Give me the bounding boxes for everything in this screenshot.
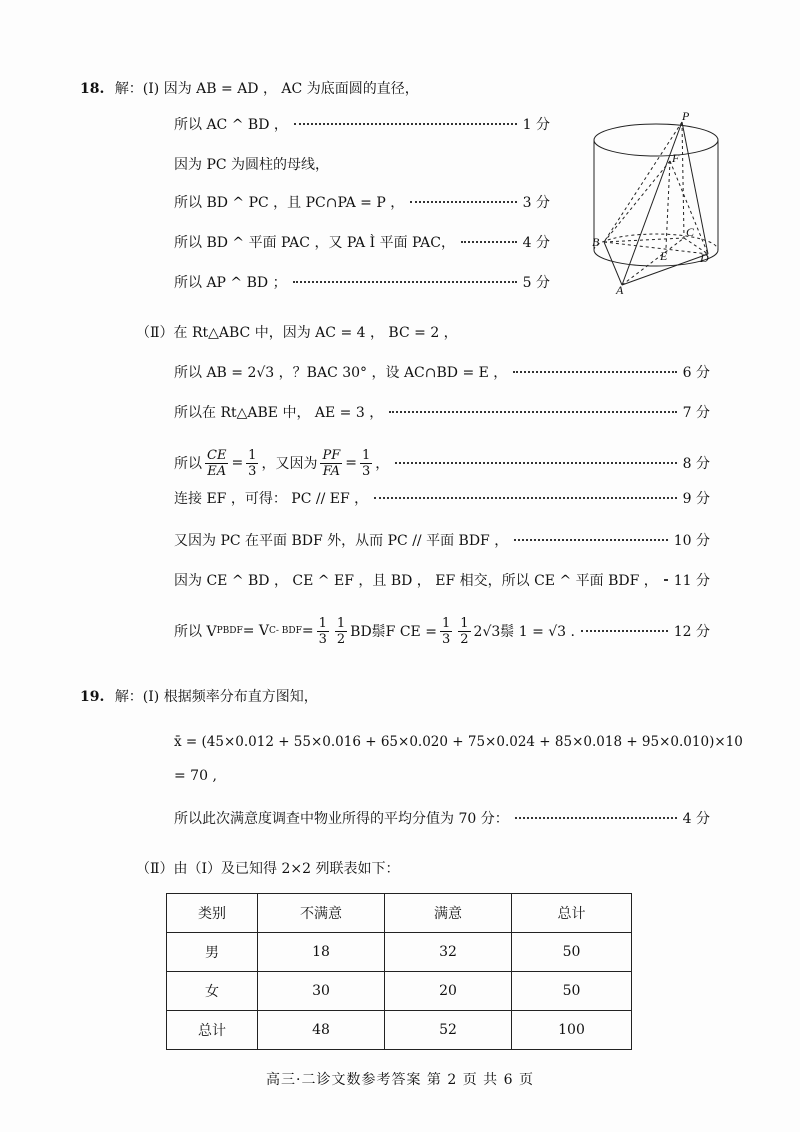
q18-line-7: 所以在 Rt△ABE 中， AE = 3 ， 7 分 bbox=[174, 405, 710, 421]
table-cell: 48 bbox=[258, 1011, 385, 1050]
q18-head: 解：(Ⅰ) 因为 AB = AD ， AC 为底面圆的直径， bbox=[114, 81, 419, 97]
table-row bbox=[167, 1011, 632, 1050]
table-cell: 52 bbox=[385, 1011, 512, 1050]
q18-line-4: 所以 BD ^ 平面 PAC ，又 PA Ì 平面 PAC， 4 分 bbox=[174, 235, 550, 251]
label-C: C bbox=[686, 225, 695, 239]
q18-line-5: 所以 AP ^ BD ； 5 分 bbox=[174, 275, 550, 291]
label-D: D bbox=[700, 251, 709, 265]
table-header-cell: 满意 bbox=[385, 894, 512, 933]
q18-line-11: 因为 CE ^ BD ， CE ^ EF ，且 BD ， EF 相交，所以 CE ^ 平面 BDF ， 11 分 bbox=[174, 573, 710, 589]
q19-result: = 70 , bbox=[174, 768, 217, 784]
q19-formula: x̄ = (45×0.012 + 55×0.016 + 65×0.020 + 75×0.024 + 85×0.018 + 95×0.010)×10 bbox=[174, 734, 743, 750]
edge-FB bbox=[604, 161, 670, 242]
q18-line-8: 所以 $\frac{CE}{EA}$ = $\frac{1}{3}$ ，又因为 $\frac{PF}{FA}$ = $\frac{1}{3}$ ， 8 分 bbox=[174, 447, 710, 479]
q18-line-6: 所以 AB = 2√3 ，？BAC 30° ，设 AC∩BD = E ， 6 分 bbox=[174, 365, 710, 381]
edge-PB bbox=[604, 122, 682, 242]
contingency-table bbox=[166, 893, 632, 1050]
table-header-cell: 总计 bbox=[512, 894, 632, 933]
edge-FD bbox=[670, 161, 708, 254]
q19-header bbox=[80, 686, 318, 706]
page-footer: 高三·二诊文数参考答案 第 2 页 共 6 页 bbox=[266, 1072, 534, 1088]
table-cell: 18 bbox=[258, 933, 385, 972]
label-F: F bbox=[672, 151, 680, 165]
edge-BC bbox=[604, 238, 684, 242]
edge-PA bbox=[622, 122, 682, 285]
q18-line-1: 所以 AC ^ BD ， 1 分 bbox=[174, 117, 550, 133]
table-cell: 32 bbox=[385, 933, 512, 972]
cylinder-figure bbox=[586, 110, 726, 295]
edge-PC bbox=[682, 122, 684, 238]
label-E: E bbox=[660, 249, 668, 263]
cylinder-top-ellipse bbox=[594, 124, 718, 156]
q18-line-12: 所以 V PBDF = V C- BDF = $\frac{1}{3}$ $\frac{1}{2}$ BD鬃F CE = $\frac{1}{3}$ $\frac{1}{2}$ 2√3鬃 1 = √3 . 12 分 bbox=[174, 615, 710, 647]
q18-line-2: 因为 PC 为圆柱的母线， bbox=[174, 157, 330, 173]
q19-conclusion: 所以此次满意度调查中物业所得的平均分值为 70 分： 4 分 bbox=[174, 811, 710, 827]
table-cell: 20 bbox=[385, 972, 512, 1011]
table-header-cell: 不满意 bbox=[258, 894, 385, 933]
table-row bbox=[167, 933, 632, 972]
table-cell: 50 bbox=[512, 933, 632, 972]
edge-AB bbox=[604, 242, 622, 285]
q18-line-10: 又因为 PC 在平面 BDF 外，从而 PC // 平面 BDF ， 10 分 bbox=[174, 533, 710, 549]
q19-number: 19. bbox=[80, 689, 105, 705]
label-B: B bbox=[592, 235, 600, 249]
table-cell: 100 bbox=[512, 1011, 632, 1050]
edge-BD bbox=[604, 242, 708, 254]
table-header-cell: 类别 bbox=[167, 894, 258, 933]
q18-number: 18. bbox=[80, 81, 105, 97]
label-A: A bbox=[616, 283, 624, 295]
q18-line-9: 连接 EF ，可得： PC // EF ， 9 分 bbox=[174, 491, 710, 507]
edge-AC bbox=[622, 238, 684, 285]
q19-part2-head: （Ⅱ）由（Ⅰ）及已知得 2×2 列联表如下： bbox=[136, 861, 400, 877]
q18-line-3: 所以 BD ^ PC ，且 PC∩PA = P ， 3 分 bbox=[174, 195, 550, 211]
q18-header bbox=[80, 78, 419, 98]
table-cell: 30 bbox=[258, 972, 385, 1011]
q18-part2-head: （Ⅱ）在 Rt△ABC 中，因为 AC = 4 ， BC = 2 ， bbox=[136, 325, 458, 341]
table-cell: 总计 bbox=[167, 1011, 258, 1050]
edge-EF bbox=[666, 161, 670, 248]
table-cell: 50 bbox=[512, 972, 632, 1011]
table-row bbox=[167, 972, 632, 1011]
table-header-row bbox=[167, 894, 632, 933]
label-P: P bbox=[682, 110, 690, 123]
q19-head: 解：(Ⅰ) 根据频率分布直方图知， bbox=[114, 689, 318, 705]
table-cell: 男 bbox=[167, 933, 258, 972]
table-cell: 女 bbox=[167, 972, 258, 1011]
